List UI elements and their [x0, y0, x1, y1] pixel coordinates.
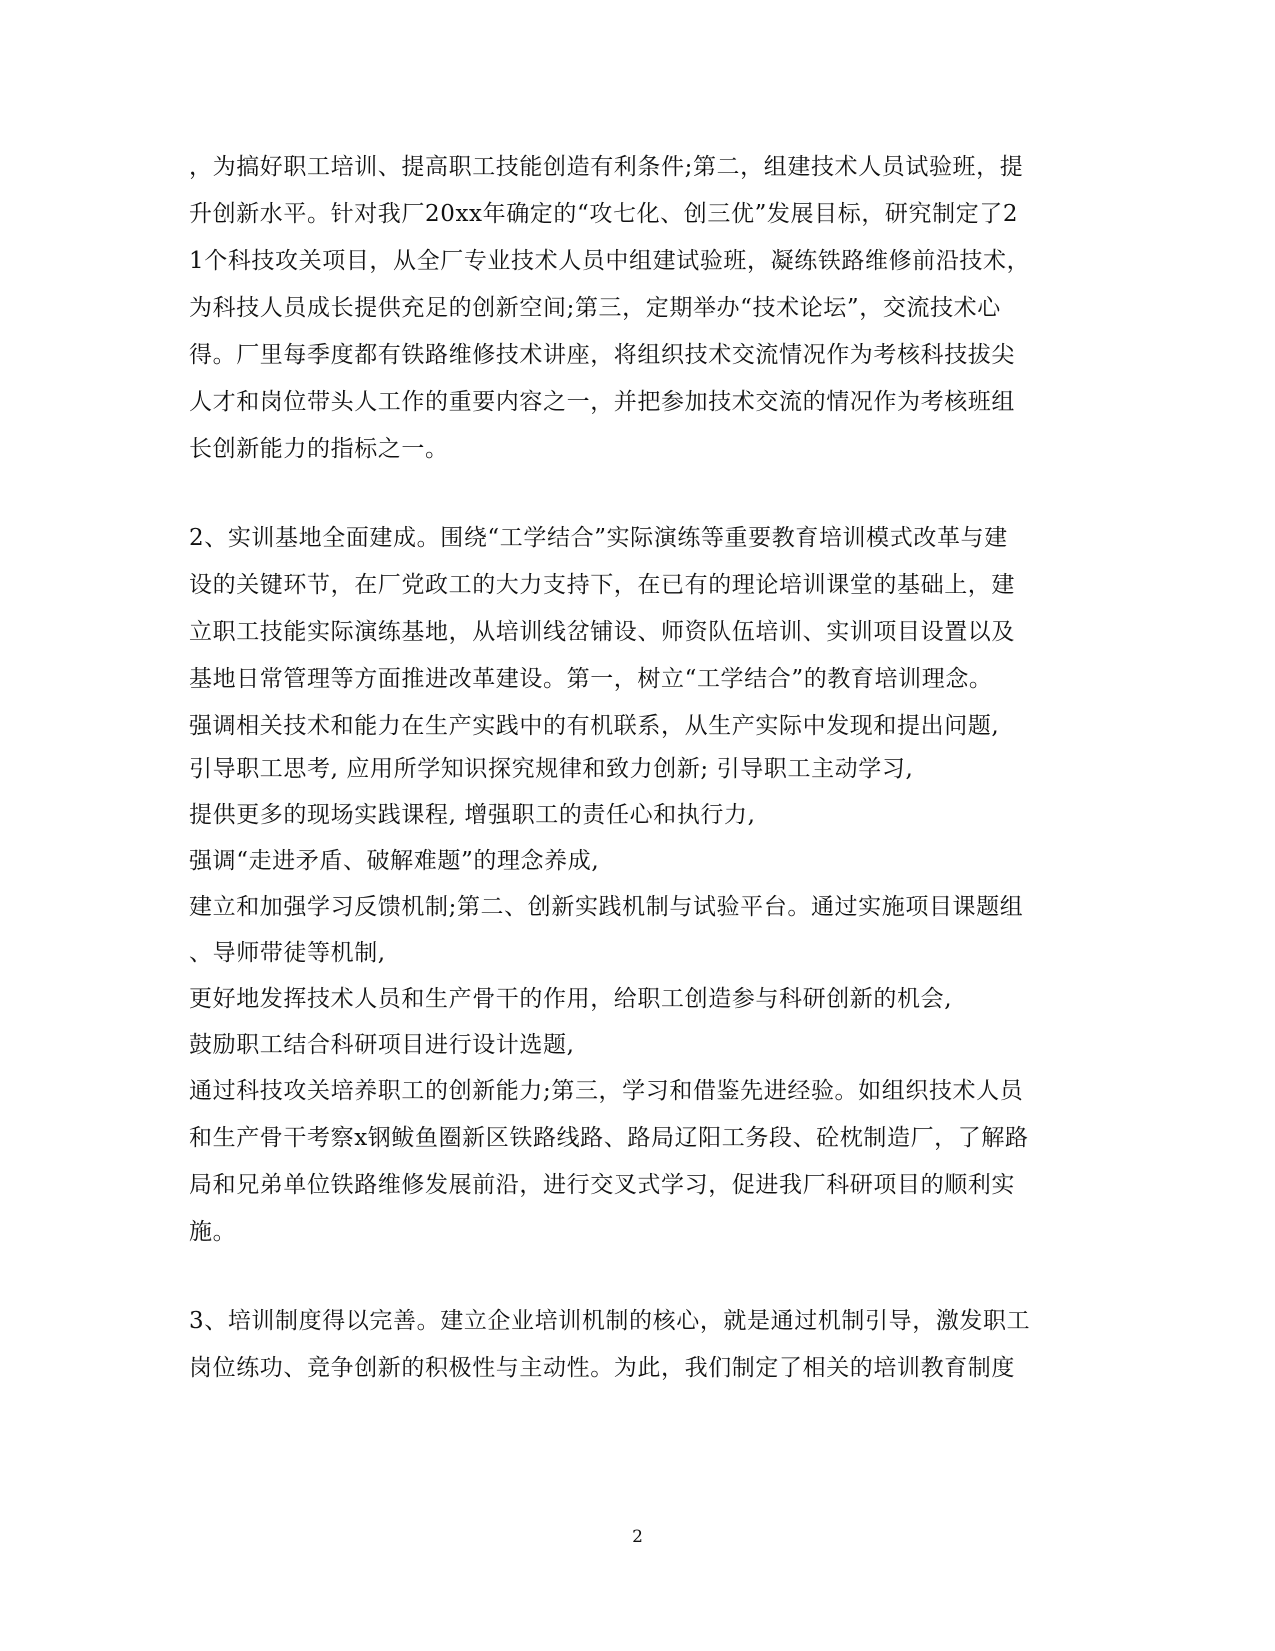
text-line: 长创新能力的指标之一。 — [189, 436, 449, 462]
text-line: 升创新水平。针对我厂20xx年确定的“攻七化、创三优”发展目标，研究制定了2 — [189, 201, 1019, 227]
page-number: 2 — [632, 1527, 643, 1547]
text-line: 、导师带徒等机制, — [189, 940, 386, 966]
text-line: 和生产骨干考察x钢鲅鱼圈新区铁路线路、路局辽阳工务段、砼枕制造厂，了解路 — [189, 1125, 1029, 1151]
text-line: 岗位练功、竞争创新的积极性与主动性。为此，我们制定了相关的培训教育制度 — [189, 1355, 1015, 1381]
text-line: 施。 — [189, 1219, 237, 1245]
text-line: 3、培训制度得以完善。建立企业培训机制的核心，就是通过机制引导，激发职工 — [189, 1308, 1031, 1334]
text-line: 立职工技能实际演练基地，从培训线岔铺设、师资队伍培训、实训项目设置以及 — [189, 619, 1015, 645]
text-line: 提供更多的现场实践课程, 增强职工的责任心和执行力, — [189, 802, 756, 828]
text-line: 更好地发挥技术人员和生产骨干的作用，给职工创造参与科研创新的机会, — [189, 986, 953, 1012]
text-line: 局和兄弟单位铁路维修发展前沿，进行交叉式学习，促进我厂科研项目的顺利实 — [189, 1172, 1015, 1198]
text-line: 引导职工思考, 应用所学知识探究规律和致力创新; 引导职工主动学习, — [189, 756, 914, 782]
text-line: 2、实训基地全面建成。围绕“工学结合”实际演练等重要教育培训模式改革与建 — [189, 525, 1008, 551]
text-line: 人才和岗位带头人工作的重要内容之一，并把参加技术交流的情况作为考核班组 — [189, 389, 1015, 415]
text-line: ，为搞好职工培训、提高职工技能创造有利条件;第二，组建技术人员试验班，提 — [189, 154, 1024, 180]
text-line: 1个科技攻关项目，从全厂专业技术人员中组建试验班，凝练铁路维修前沿技术， — [189, 248, 1031, 274]
text-line: 基地日常管理等方面推进改革建设。第一，树立“工学结合”的教育培训理念。 — [189, 666, 993, 692]
text-line: 通过科技攻关培养职工的创新能力;第三，学习和借鉴先进经验。如组织技术人员 — [189, 1078, 1024, 1104]
text-line: 强调“走进矛盾、破解难题”的理念养成, — [189, 848, 600, 874]
text-line: 建立和加强学习反馈机制;第二、创新实践机制与试验平台。通过实施项目课题组 — [189, 894, 1024, 920]
text-line: 为科技人员成长提供充足的创新空间;第三，定期举办“技术论坛”，交流技术心 — [189, 295, 1001, 321]
text-line: 强调相关技术和能力在生产实践中的有机联系，从生产实际中发现和提出问题, — [189, 713, 1000, 739]
text-line: 鼓励职工结合科研项目进行设计选题, — [189, 1032, 575, 1058]
text-line: 得。厂里每季度都有铁路维修技术讲座，将组织技术交流情况作为考核科技拔尖 — [189, 342, 1015, 368]
text-line: 设的关键环节，在厂党政工的大力支持下，在已有的理论培训课堂的基础上，建 — [189, 572, 1015, 598]
